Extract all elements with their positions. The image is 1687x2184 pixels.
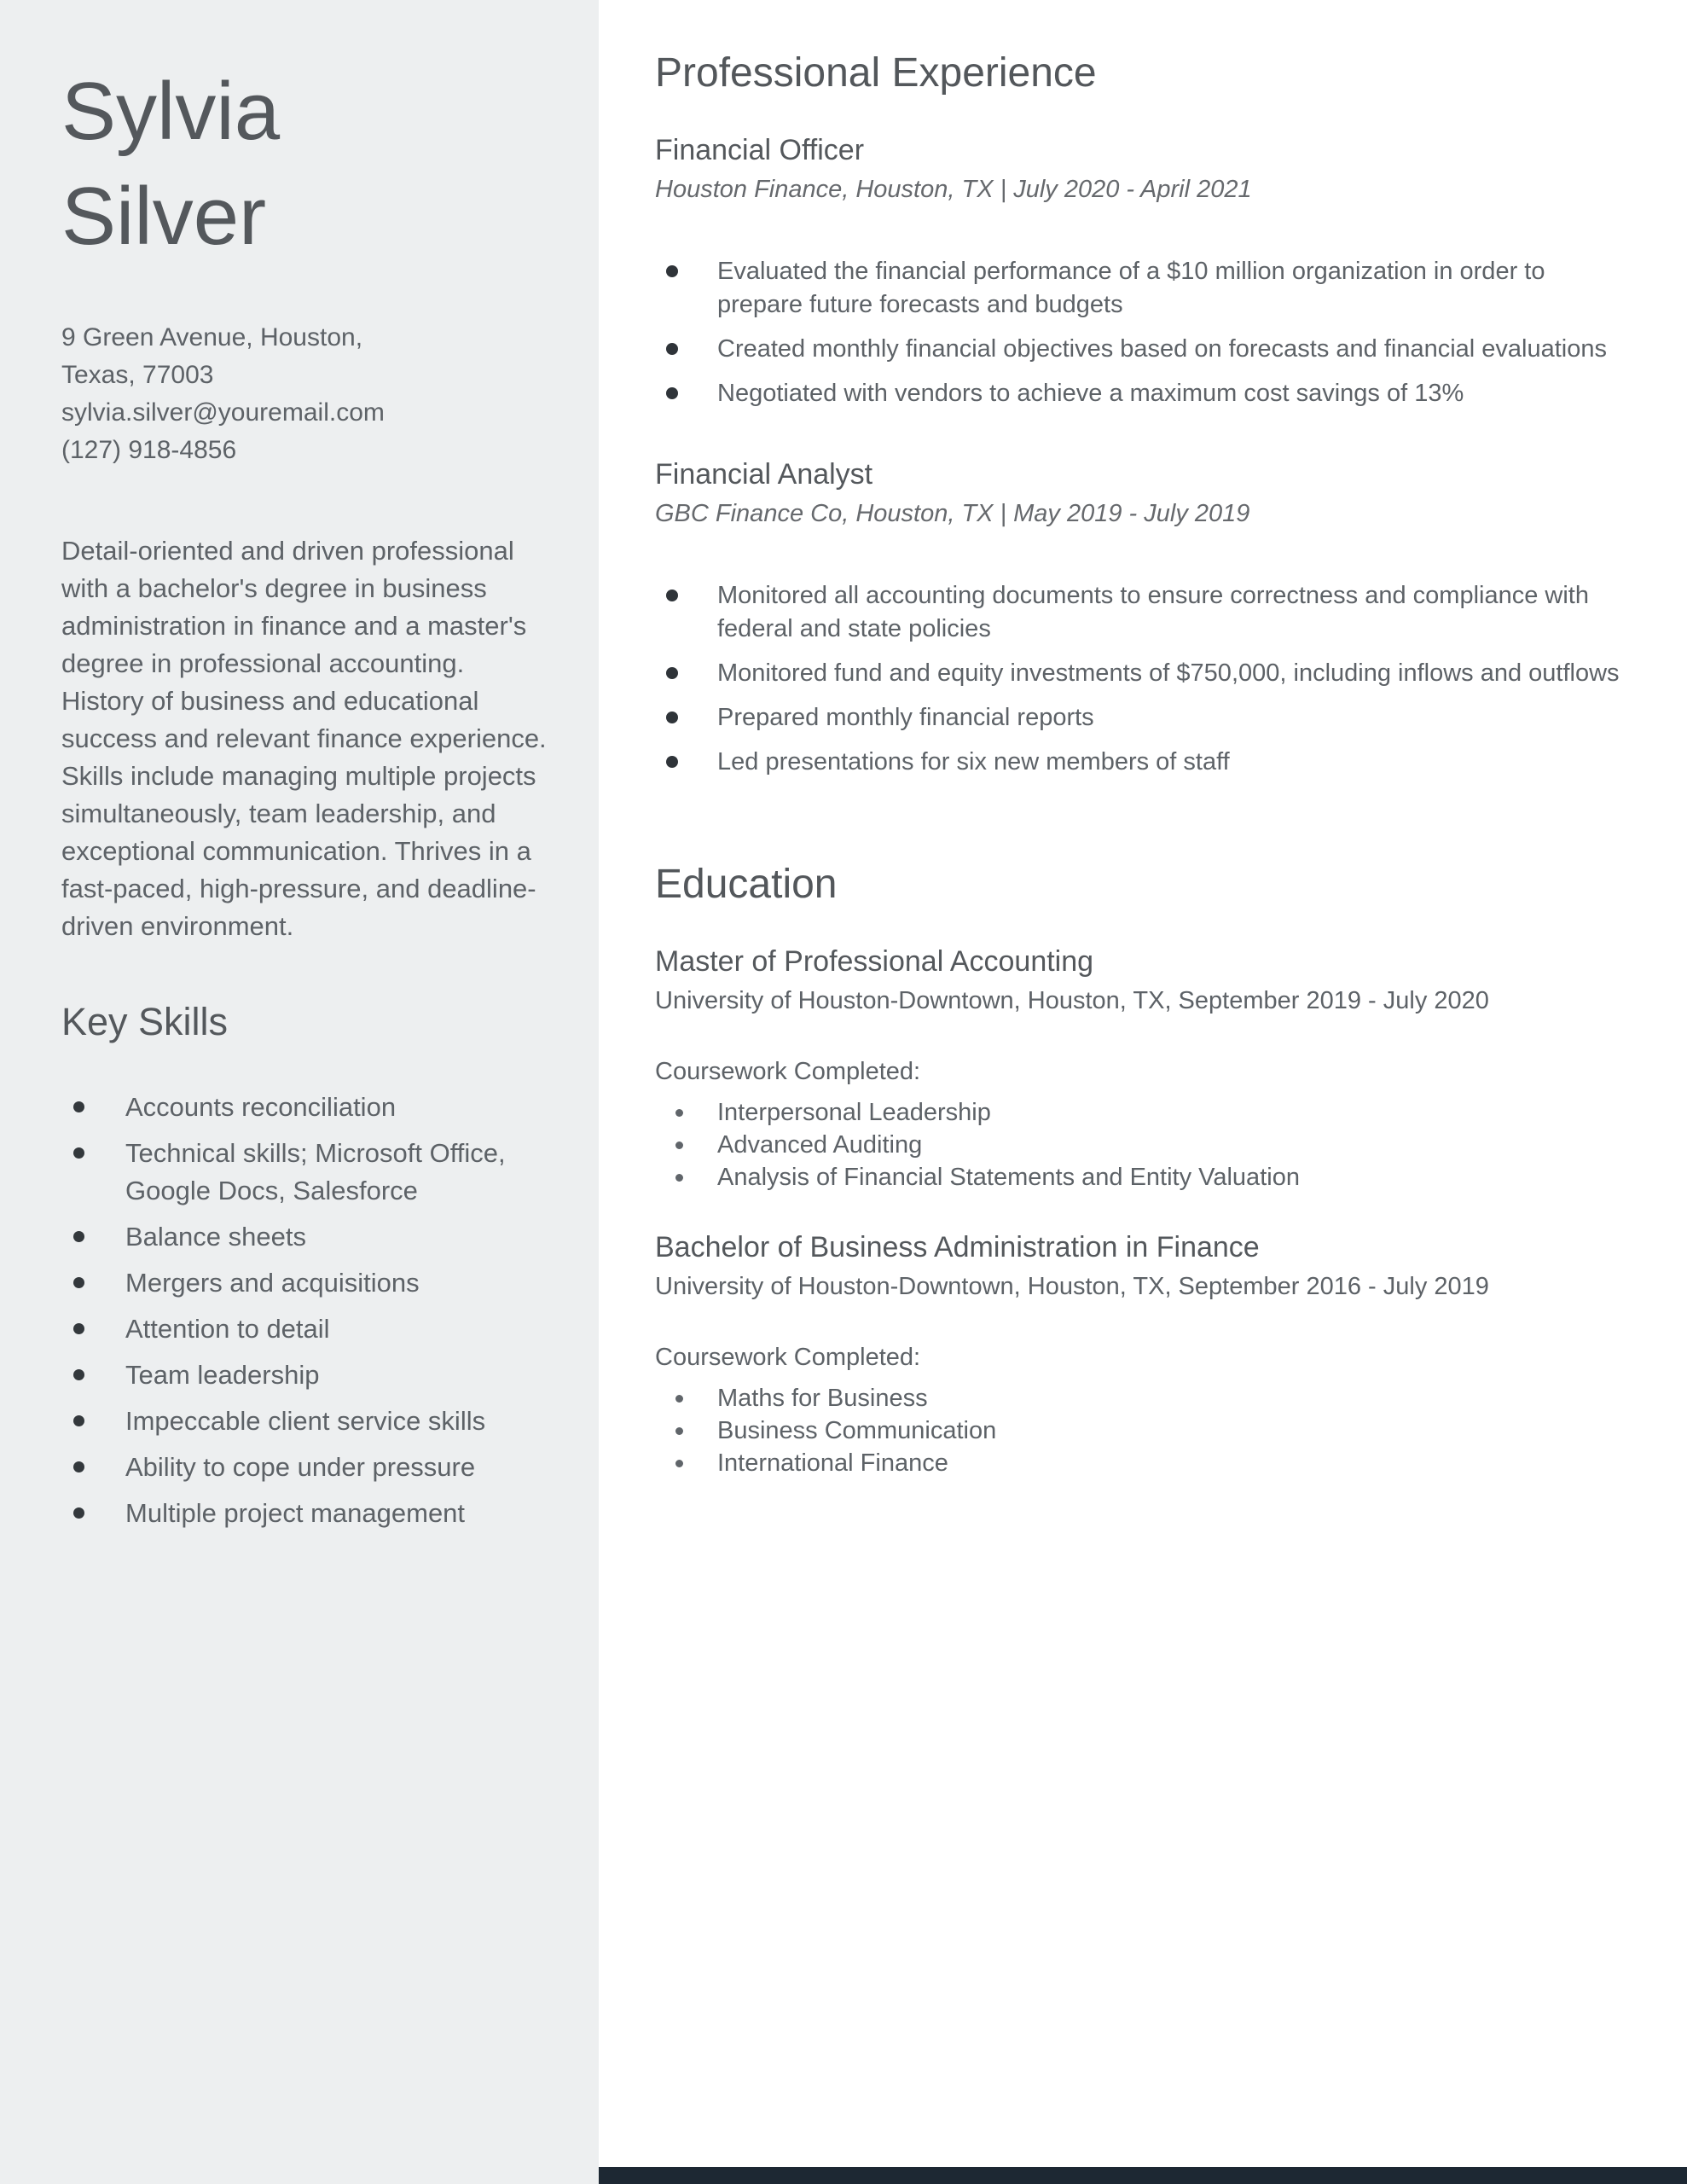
contact-address-line2: Texas, 77003 <box>61 360 214 389</box>
skill-item <box>61 1356 548 1394</box>
bullet-icon <box>73 1147 84 1159</box>
skill-text: Team leadership <box>125 1359 320 1390</box>
experience-bullet-text: Prepared monthly financial reports <box>717 704 1094 731</box>
contact-address-line1: 9 Green Avenue, Houston, <box>61 322 363 351</box>
job-bullets <box>655 255 1620 410</box>
experience-bullet <box>655 377 1620 410</box>
skill-item <box>61 1403 548 1440</box>
contact-block <box>61 319 548 469</box>
coursework-list <box>655 1382 1620 1479</box>
job-title: Financial Officer <box>655 134 865 166</box>
experience-bullet <box>655 746 1620 779</box>
skill-item <box>61 1310 548 1348</box>
experience-bullet <box>655 657 1620 690</box>
degree-title: Bachelor of Business Administration in Finance <box>655 1231 1260 1263</box>
bullet-icon <box>73 1101 84 1112</box>
bullet-icon <box>675 1141 683 1149</box>
skill-text: Multiple project management <box>125 1497 466 1528</box>
job-title: Financial Analyst <box>655 458 873 491</box>
skills-list <box>61 1089 548 1532</box>
course-item <box>655 1161 1620 1194</box>
experience-bullet-text: Led presentations for six new members of staff <box>717 748 1230 775</box>
experience-bullet <box>655 701 1620 735</box>
skill-item <box>61 1264 548 1302</box>
skill-item <box>61 1218 548 1256</box>
bullet-icon <box>666 387 678 399</box>
bullet-icon <box>73 1415 84 1426</box>
bullet-icon <box>666 265 678 277</box>
job-entry <box>655 458 1620 779</box>
course-text: International Finance <box>717 1449 948 1477</box>
course-item <box>655 1414 1620 1447</box>
course-text: Analysis of Financial Statements and Entity Valuation <box>717 1164 1300 1191</box>
course-item <box>655 1129 1620 1161</box>
experience-bullet-text: Created monthly financial objectives based on forecasts and financial evaluations <box>717 335 1608 363</box>
experience-bullet-text: Evaluated the financial performance of a $10 million organization in order to prepare future forecasts and budgets <box>717 258 1545 318</box>
bullet-icon <box>675 1109 683 1117</box>
coursework-label: Coursework Completed: <box>655 1058 921 1085</box>
skill-text: Attention to detail <box>125 1313 330 1344</box>
skill-item <box>61 1089 548 1126</box>
degree-title: Master of Professional Accounting <box>655 945 1094 978</box>
education-section <box>655 861 1620 1479</box>
bullet-icon <box>73 1231 84 1242</box>
bullet-icon <box>73 1461 84 1472</box>
skill-item <box>61 1449 548 1486</box>
experience-bullet <box>655 333 1620 366</box>
education-heading: Education <box>655 862 838 907</box>
course-text: Maths for Business <box>717 1385 928 1412</box>
experience-bullet-text: Monitored fund and equity investments of $750,000, including inflows and outflows <box>717 659 1620 687</box>
skill-item <box>61 1495 548 1532</box>
experience-bullet-text: Monitored all accounting documents to ensure correctness and compliance with federal and state policies <box>717 582 1589 642</box>
main-content <box>599 0 1687 2184</box>
skill-text: Impeccable client service skills <box>125 1405 486 1436</box>
skill-text: Accounts reconciliation <box>125 1091 397 1122</box>
experience-bullet-text: Negotiated with vendors to achieve a maximum cost savings of 13% <box>717 380 1464 407</box>
bullet-icon <box>675 1174 683 1182</box>
footer-accent-bar <box>599 2167 1687 2184</box>
job-entry <box>655 134 1620 410</box>
skill-text: Mergers and acquisitions <box>125 1267 420 1298</box>
skill-item <box>61 1135 548 1210</box>
bullet-icon <box>73 1369 84 1380</box>
course-text: Business Communication <box>717 1417 997 1444</box>
bullet-icon <box>666 712 678 723</box>
course-item <box>655 1447 1620 1479</box>
professional-summary: Detail-oriented and driven professional with a bachelor's degree in business administration in finance and a master's degree in professional accounting. History of business and educational success and relevant finance experience. Skills include managing multiple projects simultaneously, team leadership, and exceptional communication. Thrives in a fast-paced, high-pressure, and deadline-driven environment. <box>61 535 547 941</box>
sidebar <box>0 0 599 2184</box>
job-bullets <box>655 579 1620 779</box>
course-item <box>655 1096 1620 1129</box>
bullet-icon <box>73 1323 84 1334</box>
course-text: Interpersonal Leadership <box>717 1099 991 1126</box>
skill-text: Technical skills; Microsoft Office, Google Docs, Salesforce <box>125 1137 506 1205</box>
bullet-icon <box>666 756 678 768</box>
course-item <box>655 1382 1620 1414</box>
job-meta: GBC Finance Co, Houston, TX | May 2019 - July 2019 <box>655 500 1250 527</box>
coursework-label: Coursework Completed: <box>655 1344 921 1371</box>
candidate-name <box>61 60 548 270</box>
degree-meta: University of Houston-Downtown, Houston, TX, September 2016 - July 2019 <box>655 1273 1489 1300</box>
degree-meta: University of Houston-Downtown, Houston, TX, September 2019 - July 2020 <box>655 987 1489 1014</box>
bullet-icon <box>666 667 678 679</box>
coursework-list <box>655 1096 1620 1194</box>
experience-heading: Professional Experience <box>655 50 1097 96</box>
skill-text: Ability to cope under pressure <box>125 1451 476 1482</box>
bullet-icon <box>73 1507 84 1519</box>
experience-section <box>655 49 1620 779</box>
bullet-icon <box>675 1427 683 1435</box>
degree-entry <box>655 945 1620 1194</box>
contact-phone: (127) 918-4856 <box>61 435 237 464</box>
bullet-icon <box>73 1277 84 1288</box>
experience-bullet <box>655 579 1620 646</box>
bullet-icon <box>675 1460 683 1467</box>
skill-text: Balance sheets <box>125 1221 306 1252</box>
contact-email: sylvia.silver@youremail.com <box>61 398 385 427</box>
key-skills-heading: Key Skills <box>61 999 229 1043</box>
degree-entry <box>655 1231 1620 1479</box>
candidate-first-name: Sylvia <box>61 66 281 157</box>
bullet-icon <box>666 343 678 355</box>
candidate-last-name: Silver <box>61 170 267 262</box>
bullet-icon <box>675 1395 683 1403</box>
course-text: Advanced Auditing <box>717 1131 923 1159</box>
experience-bullet <box>655 255 1620 322</box>
bullet-icon <box>666 590 678 601</box>
job-meta: Houston Finance, Houston, TX | July 2020 - April 2021 <box>655 176 1252 203</box>
